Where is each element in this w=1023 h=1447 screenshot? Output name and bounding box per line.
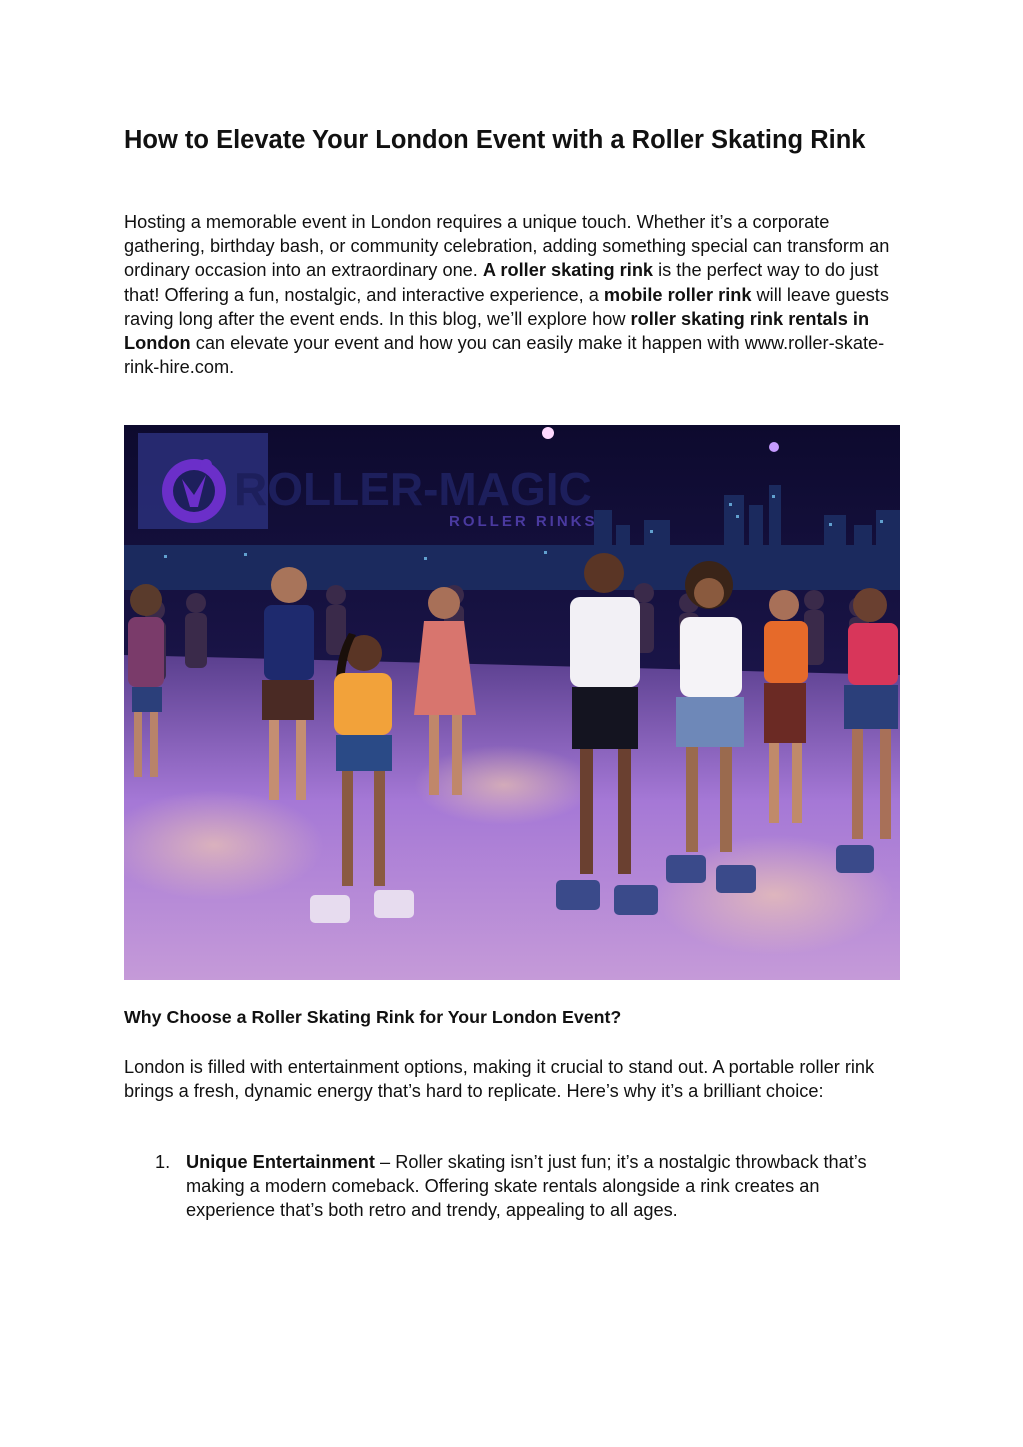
hero-photo — [124, 425, 900, 980]
intro-text-4: can elevate your event and how you can easily make it happen with www.roller-skate-rink-hire.com. — [124, 333, 885, 378]
intro-text-2: is the perfect way to do just that! Offering a fun, nostalgic, and interactive experience, a — [124, 260, 879, 305]
intro-text-1: Hosting a memorable event in London requires a unique touch. Whether it’s a corporate gathering, birthday bash, or community celebration, adding something special can transform an ordinary occasion into an extraordinary one. — [124, 212, 890, 281]
list-item-number: 1. — [155, 1152, 171, 1172]
intro-paragraph — [124, 210, 900, 379]
list-item-title: Unique Entertainment — [186, 1152, 375, 1172]
section-heading: Why Choose a Roller Skating Rink for Your London Event? — [124, 1007, 622, 1027]
article-title: How to Elevate Your London Event with a Roller Skating Rink — [124, 126, 866, 154]
intro-bold-3: roller skating rink rentals in London — [124, 308, 870, 354]
logo-subtext: ROLLER RINKS — [449, 513, 598, 530]
intro-bold-1: A roller skating rink — [482, 260, 654, 281]
list-item — [124, 1150, 900, 1223]
list-item-text: – Roller skating isn’t just fun; it’s a nostalgic throwback that’s making a modern comeback. Offering skate rentals alongside a rink creates an experience that’s both retro and trendy, appealing to all ages. — [186, 1152, 867, 1221]
intro-text-3: will leave guests raving long after the event ends. In this blog, we’ll explore how — [124, 284, 889, 329]
benefits-list — [124, 1150, 900, 1223]
logo-text: ROLLER-MAGIC — [234, 463, 592, 515]
intro-bold-2: mobile roller rink — [603, 284, 752, 305]
section-paragraph: London is filled with entertainment options, making it crucial to stand out. A portable roller rink brings a fresh, dynamic energy that’s hard to replicate. Here’s why it’s a brilliant choice: — [124, 1057, 875, 1102]
